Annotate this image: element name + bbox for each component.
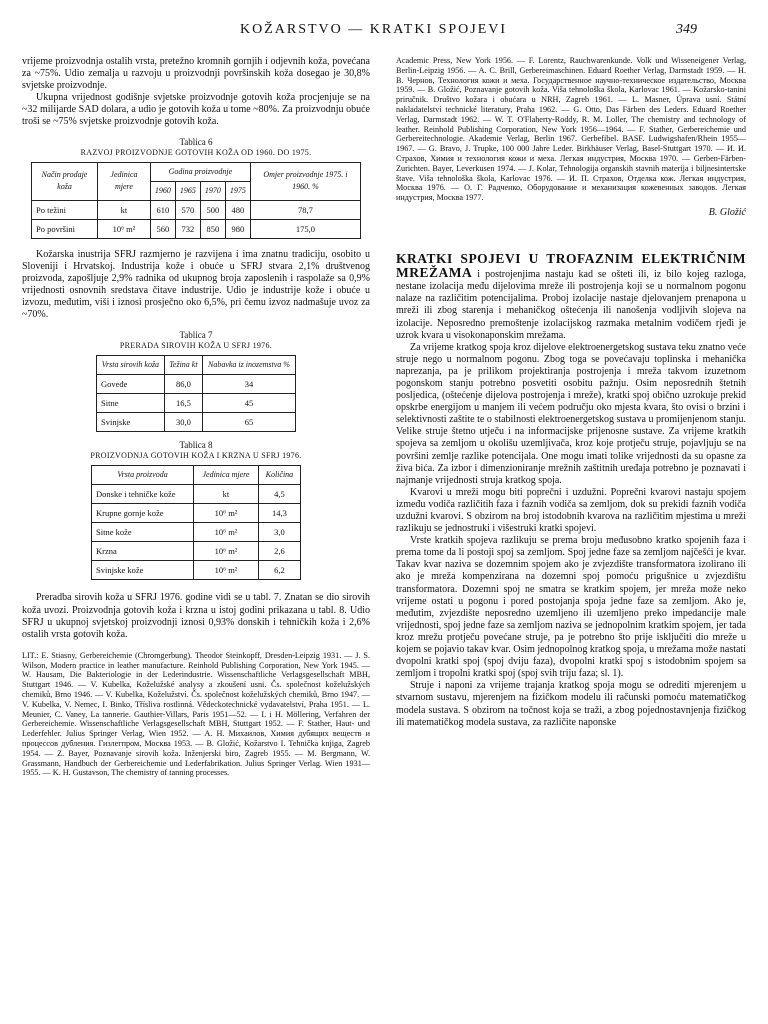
t7-cell: 30,0 — [164, 412, 202, 431]
t6-header-godina: Godina proizvodnje — [150, 162, 250, 181]
t6-cell: 560 — [150, 219, 175, 238]
t6-cell: 175,0 — [250, 219, 360, 238]
t6-cell: 500 — [200, 200, 225, 219]
right-literature: Academic Press, New York 1956. — F. Lorentz, Rauchwarenkunde. Volk und Wisseneigener Verlag, Berlin-Leipzig 1956. — A. C. Brill, Gerbereimaschinen. Eduard Roether Verlag, Darmstadt 1959. — H. B. Чернов, Технология кожи и меха. Государственное научно-техническое издательство, Москва 1959. — B. Gložić, Poznavanje gotovih koža. Viša tehnološka škola, Karlovac 1961. — Kožarsko-tanini priručnik. Društvo kožara i obućara u NRH, Zagreb 1961. — L. Masner, Úprava usní. Státní nakladatelství technické literatury, Praha 1962. — G. Otto, Das Färben des Leders. Eduard Roether Verlag, Darmstadt 1962. — W. T. O'Flaherty-Roddy, R. M. Loller, The chemistry and technology of leather. Reinhold Publishing Corporation, New York 1956—1964. — F. Stather, Gerbereichemie und Gerbereitechnologie. Akademie Verlag, Berlin 1967. Gerbefibel. BASF. Ludwigshafen/Rhein 1955—1967. — G. Bravo, J. Trupke, 100 000 Jahre Leder. Birkhäuser Verlag, Basel-Stuttgart 1970. — И. И. Страхов, Химия и технология кожи и меха. Легкая индустрия, Москва 1970. — Gerben-Färben-Zurichten. Bayer, Leverkusen 1974. — J. Kolar, Tehnologija organskih stavnih materija i biljnesintertske štave. Viša tehnološka škola, Karlovac 1976. — И. П. Страхов, Отделка кож. Легкая индустрия, Москва 1976. — О. Г. Радченко, Оборудование и механизация кожевенных заводов. Легкая индустрия, Москва 1977. — [396, 56, 746, 203]
t7-cell: Goveđe — [97, 374, 165, 393]
t8-cell: kt — [194, 484, 259, 503]
table8-title: PROIZVODNJA GOTOVIH KOŽA I KRZNA U SFRJ 1976. — [90, 450, 302, 460]
left-column — [22, 56, 370, 778]
table-row — [92, 542, 301, 561]
t6-year: 1960 — [150, 181, 175, 200]
t6-cell: 610 — [150, 200, 175, 219]
t6-header-jedinica: Jedinica mjere — [98, 162, 151, 200]
right-column — [396, 56, 746, 729]
section-heading: KRATKI SPOJEVI U TROFAZNIM ELEKTRIČNIM MREŽAMA — [396, 251, 746, 281]
t8-cell: 10⁶ m² — [194, 542, 259, 561]
t6-cell: 480 — [225, 200, 250, 219]
table-7 — [96, 355, 296, 432]
t8-cell: 3,0 — [258, 523, 300, 542]
section-paragraph-4: Vrste kratkih spojeva razlikuju se prema broju međusobno kratko spojenih faza i prema tome da li postoji spoj sa zemljom. Spoj jedne faze sa zemljom najčešći je kvar. Takav kvar naziva se dozemnim spojem ako je zvjezdište transformatora izolirano ili ako je mreža kompenzirana na dozemni spoj pomoću prigušnice u zvjezdištu transformatora. Dozemni spoj ne smatra se kratkim spojem, jer mreža može neko vrijeme ostati u pogonu i pored postojanja spoja jedne faze sa zemljom. Ako je, međutim, zvjezdište neposredno uzemljeno ili uzemljeno preko impedancije male vrijednosti, spoj jedne faze sa zemljom naziva se jednopolnim kratkim spojem, jer tada kroz mrežu protječu povećane struje, pa je potrebno što prije isključiti dio mreže u kojem se pojavio takav kvar. Osim jednopolnog kratkog spoja, u mrežama može nastati dvopolni kratki spoj (spoj dviju faza), dvopolni kratki spoj s istodobnim spojem sa zemljom i tropolni kratki spoj (spoj svih triju faza; sl. 1). — [396, 535, 746, 680]
table-6 — [31, 162, 361, 239]
t7-header-tezina: Težina kt — [164, 355, 202, 374]
t7-header-vrsta: Vrsta sirovih koža — [97, 355, 165, 374]
t7-cell: 86,0 — [164, 374, 202, 393]
t7-cell: 16,5 — [164, 393, 202, 412]
t6-cell: Po težini — [32, 200, 98, 219]
section-paragraph-5: Struje i naponi za vrijeme trajanja kratkog spoja mogu se odrediti mjerenjem u stvarnom sustavu, mjerenjem na fizičkom modelu ili računski pomoću matematičkog modela sustava. S obzirom na točnost koja se traži, a zbog pojednostavnjenja fizičkog ili matematičkog modela sustava, za različite naponske — [396, 680, 746, 728]
t6-year: 1975 — [225, 181, 250, 200]
t7-cell: Sitne — [97, 393, 165, 412]
running-title: KOŽARSTVO — KRATKI SPOJEVI — [240, 22, 508, 37]
t8-cell: Svinjske kože — [92, 561, 194, 580]
table6-label: Tablica 6 — [179, 136, 213, 147]
page-header — [0, 22, 768, 46]
t6-header-nacin: Način prodaje koža — [32, 162, 98, 200]
t7-cell: Svinjske — [97, 412, 165, 431]
t6-cell: 78,7 — [250, 200, 360, 219]
t7-cell: 34 — [202, 374, 295, 393]
t6-year: 1970 — [200, 181, 225, 200]
t6-cell: 10⁶ m² — [98, 219, 151, 238]
t6-cell: 980 — [225, 219, 250, 238]
t6-cell: 732 — [175, 219, 200, 238]
table6-title: RAZVOJ PROIZVODNJE GOTOVIH KOŽA OD 1960. DO 1975. — [80, 147, 312, 157]
table-row — [32, 200, 361, 219]
t8-header-vrsta: Vrsta proizvoda — [92, 465, 194, 484]
t8-cell: Krupne gornje kože — [92, 504, 194, 523]
t6-cell: 570 — [175, 200, 200, 219]
t8-cell: 14,3 — [258, 504, 300, 523]
t6-cell: kt — [98, 200, 151, 219]
table-row — [97, 393, 296, 412]
left-paragraph-2: Ukupna vrijednost godišnje svjetske proizvodnje gotovih koža procjenjuje se na ~32 milijarde SAD dolara, a udio je gotovih koža u tome ~80%. Za proizvodnju obuće troši se ~75% svjetske proizvodnje gotovih koža. — [22, 92, 370, 128]
t8-cell: 10⁶ m² — [194, 504, 259, 523]
t7-header-nabavka: Nabavka iz inozemstva % — [202, 355, 295, 374]
t6-header-omjer: Omjer proizvodnje 1975. i 1960. % — [250, 162, 360, 200]
t7-cell: 65 — [202, 412, 295, 431]
left-paragraph-3: Kožarska inustrija SFRJ razmjerno je razvijena i ima znatnu tradiciju, osobito u Sloveniji i Hrvatskoj. Industrija kože i obuće u SFRJ stvara 2,1% društvenog proizvoda, zapošljuje 2,9% radnika od ukupnog broja zaposlenih i raspolaže sa 0,9% vrijednosti osnovnih sredstava čitave industrije. Udio je industrije kože i obuće u izvozu, međutim, viši i iznosi prosječno oko 6,5%, pri čemu izvoz nadmašuje uvoz za ~70%. — [22, 248, 370, 321]
section-paragraph-3: Kvarovi u mreži mogu biti poprečni i uzdužni. Poprečni kvarovi nastaju spojem između vodiča različitih faza i faznih vodiča sa zemljom, dok su prekidi faznih vodiča uzdužni kvarovi. S obzirom na broj istodobnih kvarova na različitim mjestima u mreži razlikuju se jednostruki i višestruki kratki spojevi. — [396, 486, 746, 535]
t8-header-kolicina: Količina — [258, 465, 300, 484]
t8-cell: Donske i tehničke kože — [92, 484, 194, 503]
t8-cell: 6,2 — [258, 561, 300, 580]
t8-cell: 4,5 — [258, 484, 300, 503]
t7-cell: 45 — [202, 393, 295, 412]
table-8 — [91, 465, 301, 581]
left-paragraph-1: vrijeme proizvodnja ostalih vrsta, pretežno kromnih gornjih i odjevnih koža, povećana za ~75%. Udio zemalja u razvoju u proizvodnji površinskih koža dosegao je 30,8% svjetske proizvodnje. — [22, 56, 370, 92]
table-row — [92, 484, 301, 503]
table-row — [32, 219, 361, 238]
table-row — [97, 374, 296, 393]
t8-header-jedinica: Jedinica mjere — [194, 465, 259, 484]
table8-label: Tablica 8 — [179, 439, 213, 450]
t8-cell: 10⁶ m² — [194, 523, 259, 542]
author-signature: B. Gložić — [708, 206, 746, 218]
t8-cell: Krzna — [92, 542, 194, 561]
t6-cell: 850 — [200, 219, 225, 238]
table7-title: PRERADA SIROVIH KOŽA U SFRJ 1976. — [119, 340, 273, 350]
section-paragraph-1: i postrojenjima nastaju kad se ošteti ili, iz bilo kojeg razloga, nestane izolacija među dijelovima mreže ili postrojenja koji se u normalnom pogonu nalaze na različitim potencijalima. Proboj izolacije nastaje djelovanjem prenapona u mreži ili zbog starenja i mehaničkog oštećenja ili nanošenja vodljivih slojeva na izolacije. Neposredno premoštenje izolacijskog razmaka metalnim vodičem rjeđi je uzrok kvara u visokonaponskim mrežama. — [396, 269, 746, 341]
left-paragraph-4: Preradba sirovih koža u SFRJ 1976. godine vidi se u tabl. 7. Znatan se dio sirovih koža uvozi. Proizvodnja gotovih koža i krzna u istoj godini prikazana u tabl. 8. Udio SFRJ u ukupnoj svjetskoj proizvodnji iznosi 0,93% donskih i tehničkih koža i 2,6% ostalih vrsta gotovih koža. — [22, 592, 370, 640]
section-intro — [396, 253, 746, 342]
table-row — [92, 523, 301, 542]
t6-cell: Po površini — [32, 219, 98, 238]
table-row — [97, 412, 296, 431]
t8-cell: 2,6 — [258, 542, 300, 561]
t8-cell: Sitne kože — [92, 523, 194, 542]
table7-label: Tablica 7 — [179, 329, 213, 340]
page-number: 349 — [676, 22, 697, 37]
table-row — [92, 504, 301, 523]
left-literature: LIT.: E. Stiasny, Gerbereichemie (Chromgerbung). Theodor Steinkopff, Dresden-Leipzig 1931. — J. S. Wilson, Modern practice in leather manufacture. Reinhold Publishing Corporation, New York 1945. — W. Hausam, Die Bakteriologie in der Lederindustrie. Wissenschaftliche Verlagsgesellschaft MBH, Stuttgart 1946. — V. Kubelka, Koželužské analysy a zkoušení usni. Čs. společnost koželužských chemiků, Brno 1946. — V. Kubelka, Koželužství. Čs. společnost koželužských chemiků, Brno 1947. — V. Kubelka, V. Nemec, I. Binko, Tříslivа rostlinná. Vědeckotechnické vydavatelství, Praha 1951. — L. Meunier, C. Vaney, La tannerie. Gauthier-Villars, Paris 1951—52. — I. i H. Möllering, Verfahren der Gerbereichemie. Wissenschaftliche Verlagsgesellschaft MBH, Stuttgart 1952. — F. Stather, Haut- und Lederfehler. Julius Springer Verlag, Wien 1952. — A. H. Михаилов, Химия дубящих веществ и процессов дубления. Гизлегпром, Москва 1953. — B. Gložić, Kožarstvo I. Tehnička knjiga, Zagreb 1954. — Z. Bayer, Poznavanje sirovih koža. Inženjerski biro, Zagreb 1955. — M. Bergmann, W. Grassmann, Handbuch der Gerbereichemie und Lederfabrikation. Julius Springer Verlag. Wien 1931—1955. — K. H. Gustavson, The chemistry of tanning processes. — [22, 650, 370, 778]
t8-cell: 10⁶ m² — [194, 561, 259, 580]
t6-year: 1965 — [175, 181, 200, 200]
table-row — [92, 561, 301, 580]
section-paragraph-2: Za vrijeme kratkog spoja kroz dijelove elektroenergetskog sustava teku znatno veće struje nego u normalnom pogonu. Zbog toga se povećavaju toplinska i mehanička naprezanja, pa je prilikom projektiranja postrojenja i mreža takvom izuzetnom pogonskom stanju potrebno posvetiti osobitu pažnju. Osim neposrednih štetnih posljedica, (oštećenje dijelova postrojenja i mreže), kratki spoj obično uzrokuje prekid opskrbe energijom u manjem ili većem području oko mjesta kvara, što ovisi o brzini i selektivnosti zaštite te o stabilnosti elektroenergetskog sustava u promijenjenom stanju. Velike struje štetno utječu i na informacijske prijenosne sustave. Za vrijeme kratkih spojeva sa zemljom u okolišu uzemljivača, kroz koje protječu struje, pojavljuju se na površini zemlje razlike potencijala. One mogu imati tolike vrijednosti da su opasne za živa bića. Za izbor i dimenzioniranje mrežnih zaštitnih uređaja potrebno je poznavati i najmanje vrijednosti struja kratkog spoja. — [396, 341, 746, 486]
